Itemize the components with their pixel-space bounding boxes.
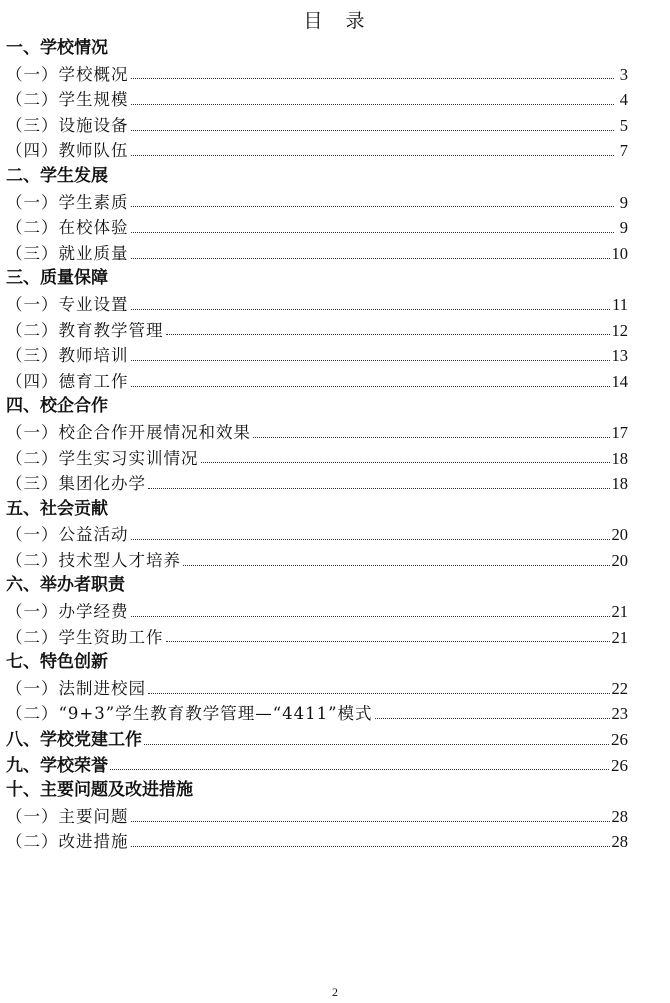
toc-subsection-entry[interactable] — [6, 522, 628, 548]
page-title: 目 录 — [303, 10, 367, 32]
toc-entry-page-number: 18 — [611, 448, 628, 468]
toc-entry-page-number: 13 — [611, 346, 628, 366]
toc-entry-label: （二）“9+3”学生教育教学管理—“4411”模式 — [6, 704, 373, 724]
toc-entry-label: （一）学生素质 — [6, 192, 129, 212]
toc-section-entry[interactable] — [6, 164, 628, 190]
toc-subsection-entry[interactable] — [6, 446, 628, 472]
toc-entry-label: （四）德育工作 — [6, 371, 129, 391]
toc-dot-leader — [131, 257, 610, 259]
toc-entry-page-number: 21 — [611, 602, 628, 622]
toc-entry-page-number: 28 — [611, 806, 628, 826]
toc-dot-leader — [131, 129, 615, 131]
toc-subsection-entry[interactable] — [6, 829, 628, 855]
toc-dot-leader — [253, 436, 610, 438]
toc-entry-label: 八、学校党建工作 — [6, 730, 142, 751]
toc-entry-label: （一）学校概况 — [6, 64, 129, 84]
toc-entry-label: （一）公益活动 — [6, 525, 129, 545]
toc-entry-page-number: 20 — [611, 550, 628, 570]
page-number: 2 — [332, 985, 338, 999]
toc-dot-leader — [166, 333, 610, 335]
toc-entry-page-number: 20 — [611, 525, 628, 545]
toc-entry-label: 六、举办者职责 — [6, 575, 125, 596]
toc-entry-page-number: 3 — [619, 64, 628, 84]
table-of-contents — [6, 36, 628, 855]
toc-entry-label: （二）学生实习实训情况 — [6, 448, 199, 468]
toc-dot-leader — [375, 717, 610, 719]
toc-section-entry[interactable] — [6, 266, 628, 292]
toc-dot-leader — [131, 538, 610, 540]
toc-entry-page-number: 9 — [619, 218, 628, 238]
toc-dot-leader — [131, 77, 615, 79]
toc-dot-leader — [131, 820, 610, 822]
toc-dot-leader — [110, 768, 609, 770]
toc-dot-leader — [148, 487, 610, 489]
toc-dot-leader — [131, 845, 610, 847]
toc-dot-leader — [183, 564, 610, 566]
toc-section-entry[interactable] — [6, 650, 628, 676]
toc-entry-label: （二）技术型人才培养 — [6, 550, 181, 570]
toc-entry-page-number: 4 — [619, 90, 628, 110]
toc-dot-leader — [166, 640, 610, 642]
toc-entry-page-number: 22 — [611, 678, 628, 698]
toc-entry-label: 九、学校荣誉 — [6, 755, 108, 776]
toc-entry-label: （三）集团化办学 — [6, 474, 146, 494]
toc-section-entry[interactable] — [6, 573, 628, 599]
toc-dot-leader — [144, 743, 609, 745]
toc-entry-page-number: 14 — [611, 371, 628, 391]
toc-entry-label: （三）设施设备 — [6, 115, 129, 135]
toc-subsection-entry[interactable] — [6, 676, 628, 702]
toc-entry-label: （二）在校体验 — [6, 218, 129, 238]
toc-entry-label: 七、特色创新 — [6, 652, 108, 673]
toc-subsection-entry[interactable] — [6, 420, 628, 446]
toc-dot-leader — [131, 103, 615, 105]
toc-entry-page-number: 12 — [611, 320, 628, 340]
toc-dot-leader — [131, 359, 610, 361]
toc-subsection-entry[interactable] — [6, 471, 628, 497]
toc-dot-leader — [131, 231, 615, 233]
toc-entry-label: （三）教师培训 — [6, 346, 129, 366]
toc-subsection-entry[interactable] — [6, 318, 628, 344]
toc-subsection-entry[interactable] — [6, 369, 628, 395]
toc-subsection-entry[interactable] — [6, 599, 628, 625]
toc-entry-label: （二）改进措施 — [6, 832, 129, 852]
toc-section-entry[interactable] — [6, 778, 628, 804]
toc-entry-label: （二）学生规模 — [6, 90, 129, 110]
toc-entry-label: （一）法制进校园 — [6, 678, 146, 698]
toc-dot-leader — [131, 154, 615, 156]
toc-entry-page-number: 10 — [611, 243, 628, 263]
toc-entry-page-number: 5 — [619, 115, 628, 135]
toc-entry-label: 四、校企合作 — [6, 396, 108, 417]
toc-subsection-entry[interactable] — [6, 701, 628, 727]
toc-subsection-entry[interactable] — [6, 138, 628, 164]
toc-entry-page-number: 23 — [611, 704, 628, 724]
toc-entry-label: （一）办学经费 — [6, 602, 129, 622]
toc-dot-leader — [131, 205, 615, 207]
toc-entry-page-number: 18 — [611, 474, 628, 494]
toc-subsection-entry[interactable] — [6, 190, 628, 216]
toc-entry-label: （一）专业设置 — [6, 294, 129, 314]
toc-entry-page-number: 26 — [611, 755, 628, 775]
toc-dot-leader — [148, 692, 610, 694]
toc-entry-label: 一、学校情况 — [6, 38, 108, 58]
toc-dot-leader — [201, 461, 610, 463]
toc-subsection-entry[interactable] — [6, 241, 628, 267]
toc-subsection-entry[interactable] — [6, 292, 628, 318]
toc-entry-page-number: 21 — [611, 627, 628, 647]
toc-entry-page-number: 11 — [612, 294, 628, 314]
toc-dot-leader — [131, 615, 610, 617]
toc-subsection-entry[interactable] — [6, 343, 628, 369]
toc-entry-label: （二）教育教学管理 — [6, 320, 164, 340]
toc-entry-label: 十、主要问题及改进措施 — [6, 780, 193, 801]
toc-subsection-entry[interactable] — [6, 625, 628, 651]
toc-entry-page-number: 9 — [619, 192, 628, 212]
toc-entry-label: （一）主要问题 — [6, 806, 129, 826]
toc-entry-page-number: 26 — [611, 730, 628, 750]
toc-section-entry[interactable] — [6, 394, 628, 420]
toc-subsection-entry[interactable] — [6, 215, 628, 241]
toc-entry-page-number: 7 — [619, 141, 628, 161]
toc-dot-leader — [131, 385, 610, 387]
toc-subsection-entry[interactable] — [6, 62, 628, 88]
toc-subsection-entry[interactable] — [6, 548, 628, 574]
toc-section-entry[interactable] — [6, 36, 628, 62]
toc-entry-label: 五、社会贡献 — [6, 498, 108, 519]
toc-entry-page-number: 17 — [611, 422, 628, 442]
toc-entry-label: （三）就业质量 — [6, 243, 129, 263]
toc-entry-label: （一）校企合作开展情况和效果 — [6, 422, 251, 442]
toc-subsection-entry[interactable] — [6, 87, 628, 113]
toc-entry-label: 三、质量保障 — [6, 268, 108, 289]
toc-section-entry[interactable] — [6, 727, 628, 753]
toc-entry-label: （二）学生资助工作 — [6, 627, 164, 647]
toc-entry-label: （四）教师队伍 — [6, 141, 129, 161]
toc-subsection-entry[interactable] — [6, 804, 628, 830]
toc-entry-label: 二、学生发展 — [6, 165, 108, 186]
toc-dot-leader — [131, 308, 611, 310]
toc-section-entry[interactable] — [6, 753, 628, 779]
toc-section-entry[interactable] — [6, 497, 628, 523]
toc-entry-page-number: 28 — [611, 832, 628, 852]
toc-subsection-entry[interactable] — [6, 113, 628, 139]
